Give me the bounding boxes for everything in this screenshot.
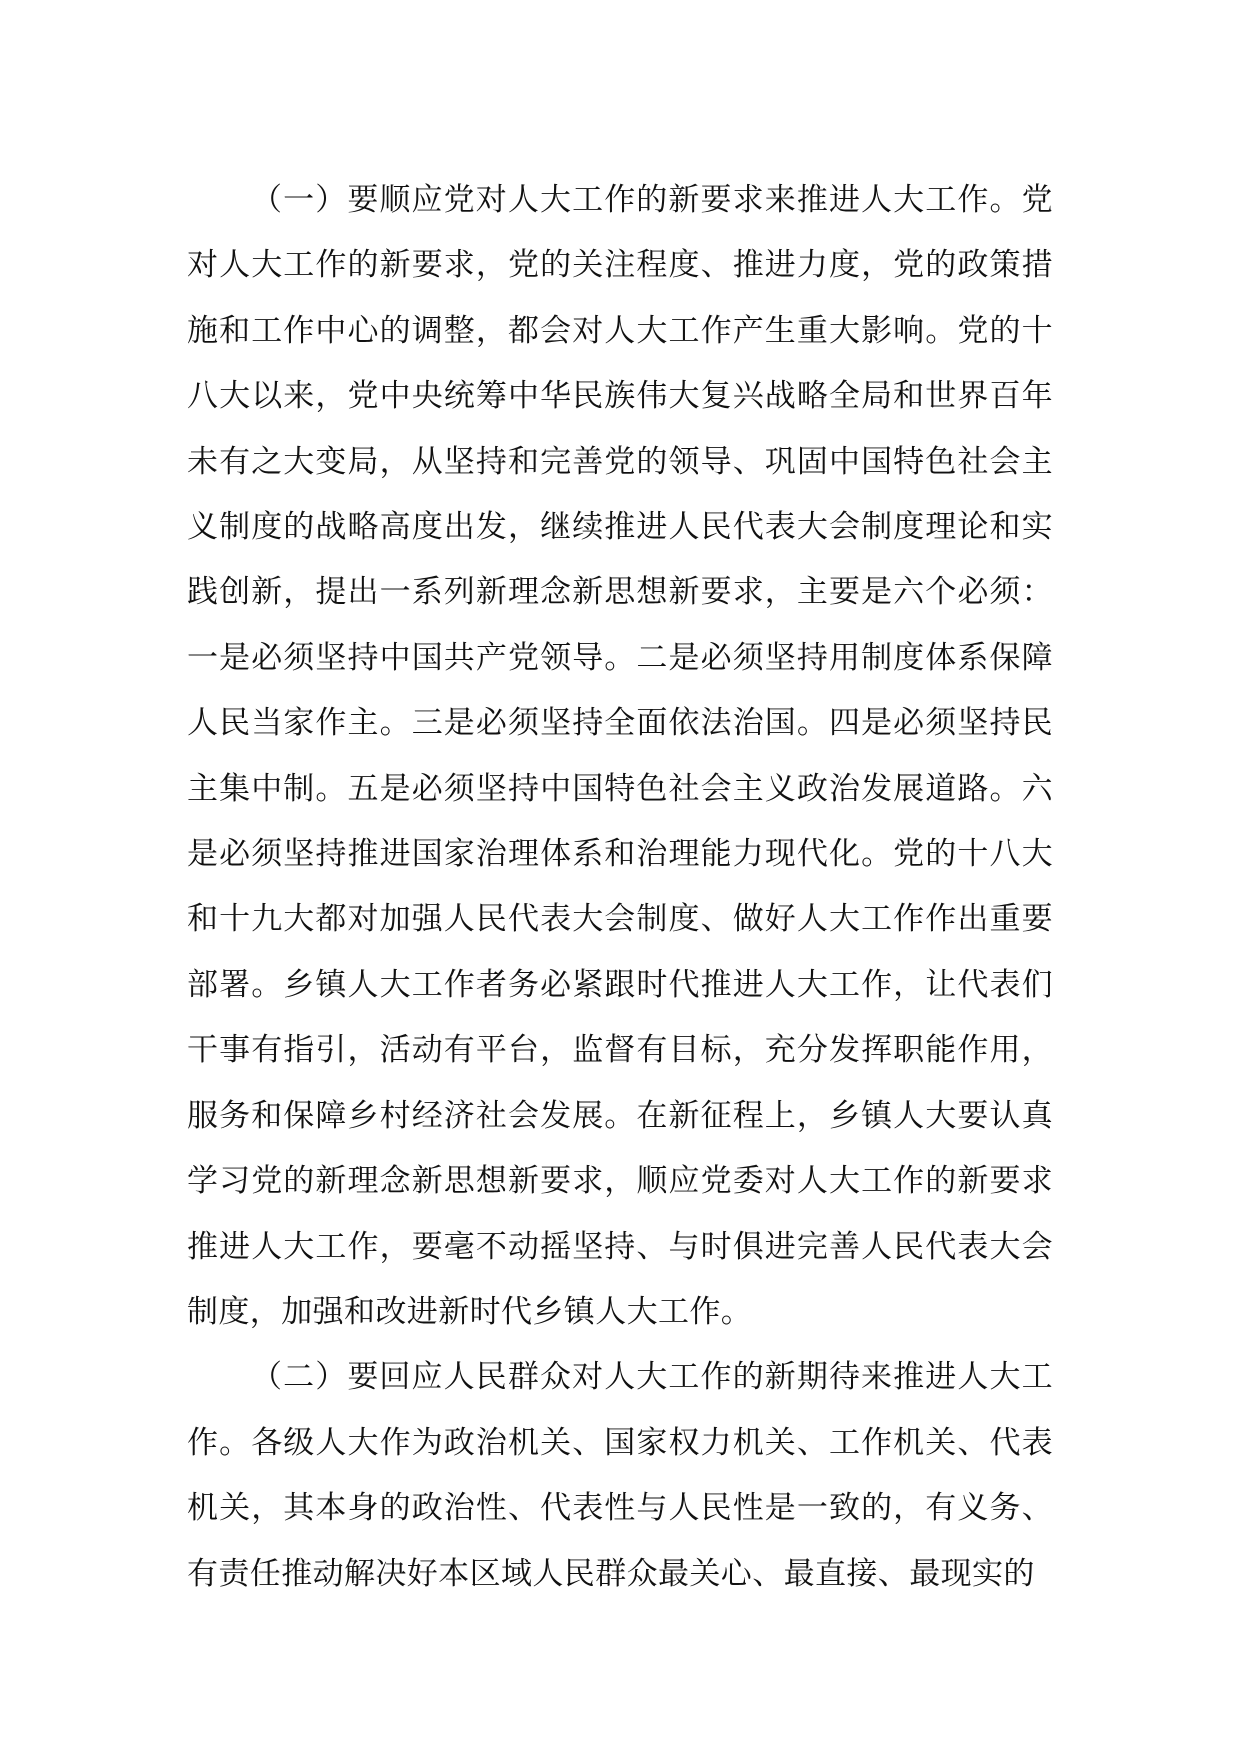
- paragraph-1: （一）要顺应党对人大工作的新要求来推进人大工作。党对人大工作的新要求，党的关注程度、推进力度，党的政策措施和工作中心的调整，都会对人大工作产生重大影响。党的十八大以来，党中央统筹中华民族伟大复兴战略全局和世界百年未有之大变局，从坚持和完善党的领导、巩固中国特色社会主义制度的战略高度出发，继续推进人民代表大会制度理论和实践创新，提出一系列新理念新思想新要求，主要是六个必须：一是必须坚持中国共产党领导。二是必须坚持用制度体系保障人民当家作主。三是必须坚持全面依法治国。四是必须坚持民主集中制。五是必须坚持中国特色社会主义政治发展道路。六是必须坚持推进国家治理体系和治理能力现代化。党的十八大和十九大都对加强人民代表大会制度、做好人大工作作出重要部署。乡镇人大工作者务必紧跟时代推进人大工作，让代表们干事有指引，活动有平台，监督有目标，充分发挥职能作用，服务和保障乡村经济社会发展。在新征程上，乡镇人大要认真学习党的新理念新思想新要求，顺应党委对人大工作的新要求推进人大工作，要毫不动摇坚持、与时俱进完善人民代表大会制度，加强和改进新时代乡镇人大工作。: [187, 182, 1053, 1330]
- paragraph-2: （二）要回应人民群众对人大工作的新期待来推进人大工作。各级人大作为政治机关、国家权力机关、工作机关、代表机关，其本身的政治性、代表性与人民性是一致的，有义务、有责任推动解决好本区域人民群众最关心、最直接、最现实的: [187, 1359, 1053, 1592]
- document-body: [187, 168, 1053, 1607]
